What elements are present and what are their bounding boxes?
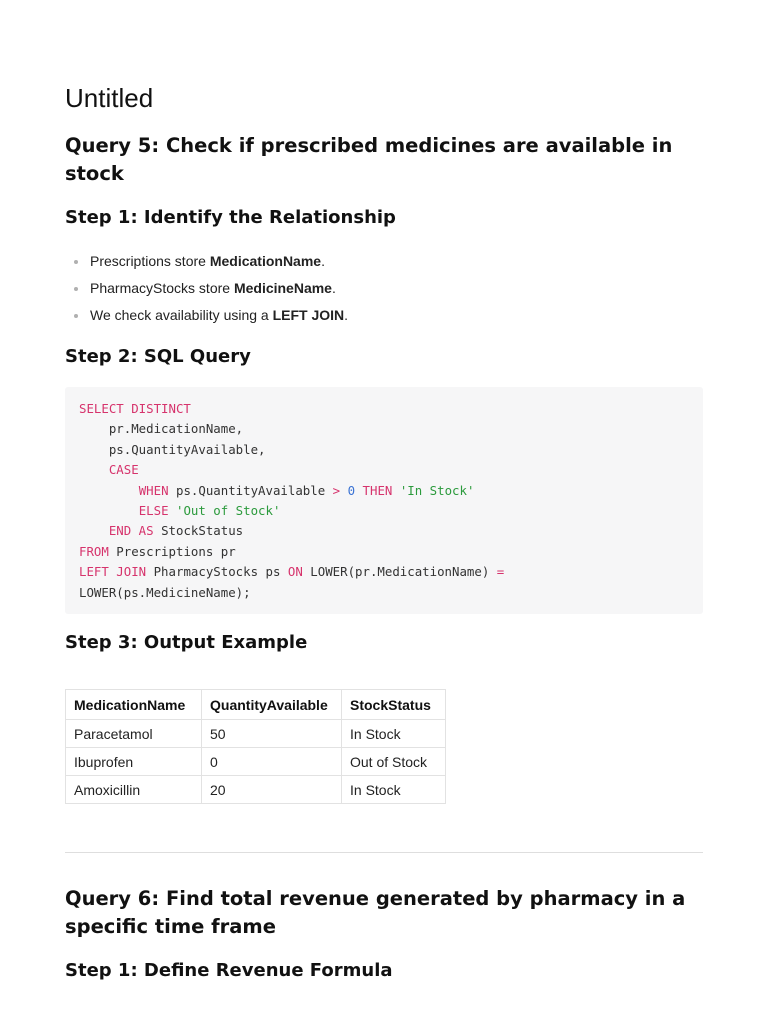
code-text: ps.QuantityAvailable, — [79, 441, 266, 457]
table-cell: Amoxicillin — [66, 776, 202, 804]
table-header-cell: MedicationName — [66, 690, 202, 720]
code-operator: = — [496, 564, 505, 580]
sql-code-block — [65, 387, 703, 614]
code-text: pr.MedicationName, — [79, 421, 244, 437]
table-row — [66, 748, 446, 776]
bullet-item — [65, 248, 348, 275]
query6-step1-heading: Step 1: Define Revenue Formula — [65, 960, 393, 981]
code-keyword: WHEN — [138, 482, 169, 498]
table-cell: 20 — [202, 776, 342, 804]
code-text: ps.QuantityAvailable — [168, 482, 333, 498]
table-cell: 50 — [202, 720, 342, 748]
code-string: 'Out of Stock' — [176, 503, 281, 519]
code-text: LOWER(pr.MedicationName) — [302, 564, 497, 580]
section-divider — [65, 852, 703, 853]
output-example-table — [65, 689, 446, 804]
bullet-text: PharmacyStocks store — [90, 280, 234, 296]
table-cell: In Stock — [342, 776, 446, 804]
bullet-item — [65, 302, 348, 329]
code-keyword: ELSE — [138, 503, 169, 519]
document-title: Untitled — [65, 83, 154, 113]
query6-heading: Query 6: Find total revenue generated by pharmacy in a specific time frame — [65, 887, 686, 938]
code-keyword: LEFT JOIN — [79, 564, 147, 580]
table-row — [66, 720, 446, 748]
query5-step1-heading: Step 1: Identify the Relationship — [65, 207, 396, 228]
code-text: Prescriptions pr — [108, 543, 236, 559]
code-keyword: THEN — [362, 482, 393, 498]
bullet-text: We check availability using a — [90, 307, 273, 323]
code-keyword: FROM — [79, 543, 109, 559]
query5-step3-heading: Step 3: Output Example — [65, 632, 308, 653]
code-string: 'In Stock' — [399, 482, 475, 498]
bullet-suffix: . — [321, 253, 325, 269]
table-cell: 0 — [202, 748, 342, 776]
bullet-bold-text: LEFT JOIN — [272, 307, 345, 323]
query5-heading: Query 5: Check if prescribed medicines are available in stock — [65, 134, 673, 185]
table-cell: In Stock — [342, 720, 446, 748]
table-header-row — [66, 690, 446, 720]
code-keyword: END AS — [108, 523, 154, 539]
bullet-bold-text: MedicationName — [209, 253, 322, 269]
code-number: 0 — [347, 482, 356, 498]
bullet-item — [65, 275, 348, 302]
table-cell: Out of Stock — [342, 748, 446, 776]
bullet-bold-text: MedicineName — [233, 280, 332, 296]
code-operator: > — [332, 482, 341, 498]
sql-code — [79, 399, 689, 603]
code-text: LOWER(ps.MedicineName); — [79, 584, 251, 600]
bullet-suffix: . — [331, 280, 336, 296]
table-header-cell: QuantityAvailable — [202, 690, 342, 720]
code-keyword: CASE — [108, 462, 139, 478]
code-text: StockStatus — [153, 523, 244, 539]
code-keyword: SELECT DISTINCT — [79, 401, 191, 416]
bullet-text: Prescriptions store — [90, 253, 210, 269]
code-keyword: ON — [287, 564, 303, 580]
table-cell: Paracetamol — [66, 720, 202, 748]
code-text: PharmacyStocks ps — [146, 564, 288, 580]
table-cell: Ibuprofen — [66, 748, 202, 776]
query5-step2-heading: Step 2: SQL Query — [65, 346, 251, 367]
relationship-bullet-list — [65, 248, 348, 329]
table-row — [66, 776, 446, 804]
bullet-suffix: . — [344, 307, 349, 323]
table-header-cell: StockStatus — [342, 690, 446, 720]
